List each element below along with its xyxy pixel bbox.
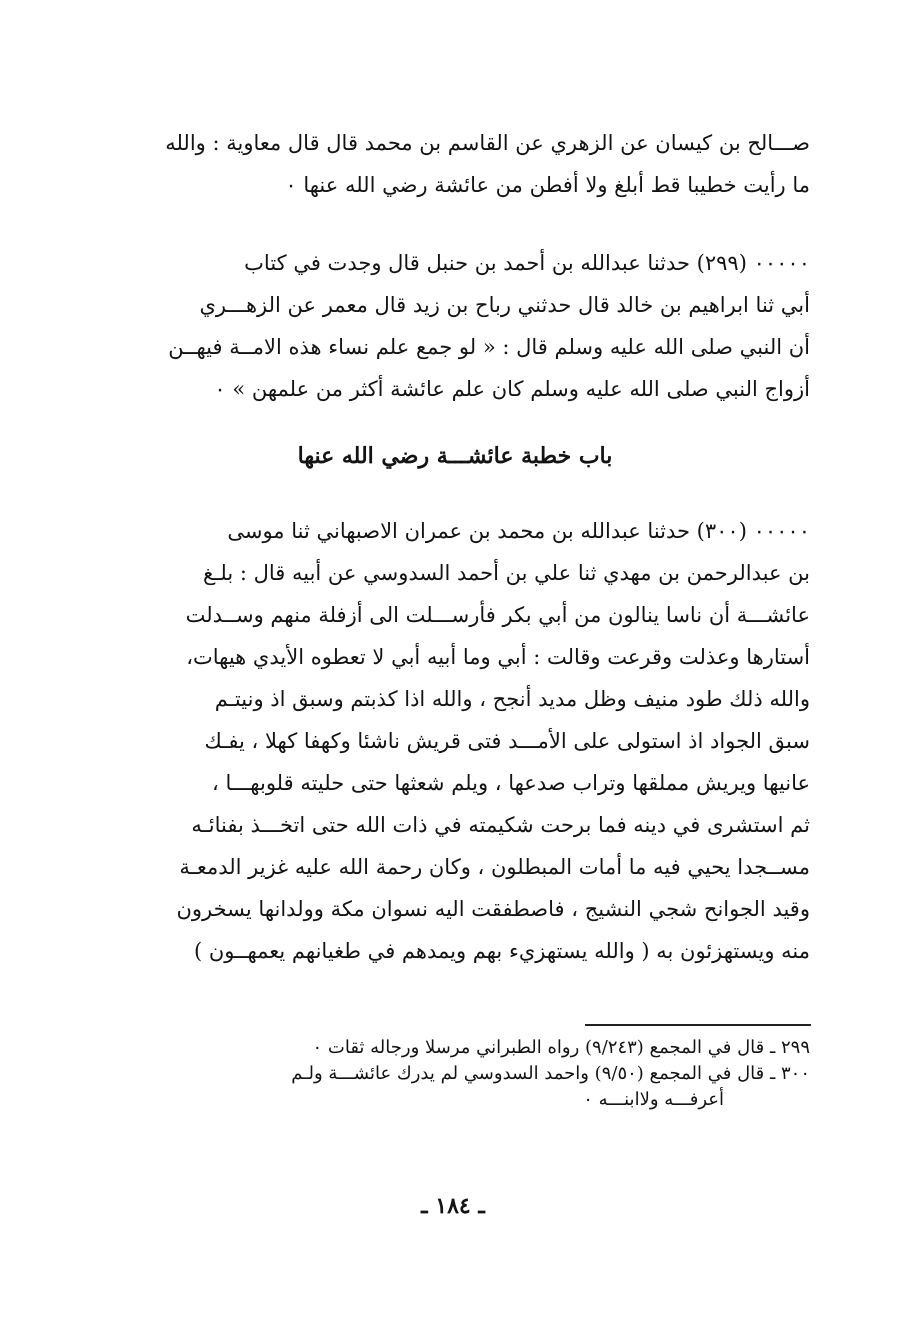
text-line: سبق الجواد اذ استولى على الأمـــد فتى قريش ناشئا وكهفا كهلا ، يفـك: [204, 729, 810, 753]
text-line: ما رأيت خطيبا قط أبلغ ولا أفطن من عائشة رضي الله عنها ٠: [285, 173, 810, 197]
footnote-separator: [585, 1024, 811, 1026]
text-line: والله ذلك طود منيف وظل مديد أنجح ، والله اذا كذبتم وسبق اذ ونيتـم: [214, 687, 810, 711]
footnote-300: ٣٠٠ ـ قال في المجمع (٩/٥٠) واحمد السدوسي لم يدرك عائشـــة ولـم: [291, 1063, 810, 1084]
footnote-299: ٢٩٩ ـ قال في المجمع (٩/٢٤٣) رواه الطبراني مرسلا ورجاله ثقات ٠: [312, 1037, 810, 1058]
text-line: أبي ثنا ابراهيم بن خالد قال حدثني رباح بن زيد قال معمر عن الزهـــري: [199, 293, 810, 317]
text-line: بن عبدالرحمن بن مهدي ثنا علي بن أحمد السدوسي عن أبيه قال : بلـغ: [203, 561, 810, 585]
section-heading: باب خطبة عائشـــة رضي الله عنها: [297, 443, 613, 469]
text-line: وقيد الجوانح شجي النشيج ، فاصطفقت اليه نسوان مكة وولدانها يسخرون: [176, 897, 810, 921]
text-line: عائشـــة أن ناسا ينالون من أبي بكر فأرســـلت الى أزفلة منهم وســدلت: [185, 603, 810, 627]
text-line: منه ويستهزئون به ( والله يستهزيء بهم ويمدهم في طغيانهم يعمهــون ): [194, 939, 810, 963]
text-line: صـــالح بن كيسان عن الزهري عن القاسم بن محمد قال قال معاوية : والله: [165, 131, 810, 155]
footnotes: [150, 1035, 810, 1113]
text-line: ٠٠٠٠٠ (٣٠٠) حدثنا عبدالله بن محمد بن عمران الاصبهاني ثنا موسى: [227, 519, 810, 543]
paragraph-hadith-300: [100, 510, 810, 972]
page-number: ـ ١٨٤ ـ: [421, 1193, 485, 1219]
footnote-300-continuation: أعرفـــه ولاابنـــه ٠: [583, 1089, 724, 1110]
paragraph-opening: [100, 122, 810, 206]
text-line: أستارها وعذلت وقرعت وقالت : أبي وما أبيه أبي لا تعطوه الأيدي هيهات،: [186, 645, 810, 669]
text-line: ٠٠٠٠٠ (٢٩٩) حدثنا عبدالله بن أحمد بن حنبل قال وجدت في كتاب: [244, 251, 810, 275]
text-line: مســجدا يحيي فيه ما أمات المبطلون ، وكان رحمة الله عليه غزير الدمعـة: [179, 855, 810, 879]
text-line: ثم استشرى في دينه فما برحت شكيمته في ذات الله حتى اتخـــذ بفنائـه: [191, 813, 810, 837]
text-line: أن النبي صلى الله عليه وسلم قال : « لو جمع علم نساء هذه الامــة فيهــن: [168, 335, 810, 359]
paragraph-hadith-299: [100, 242, 810, 410]
text-line: عانيها ويريش مملقها وتراب صدعها ، ويلم شعثها حتى حليته قلوبهـــا ،: [211, 771, 810, 795]
text-line: أزواج النبي صلى الله عليه وسلم كان علم عائشة أكثر من علمهن » ٠: [214, 377, 810, 401]
